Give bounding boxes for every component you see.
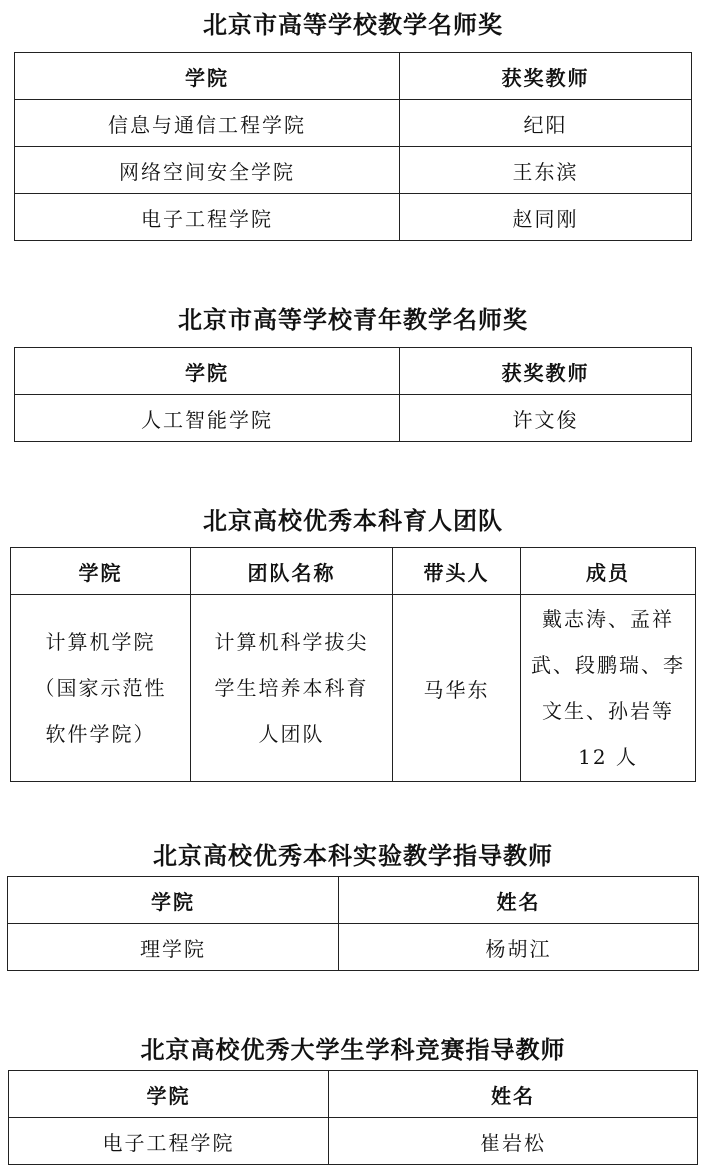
table-header-row <box>15 53 692 100</box>
cell-college: 网络空间安全学院 <box>15 147 400 194</box>
cell-teacher: 赵同刚 <box>400 194 692 241</box>
teaching-master-award-table <box>14 52 692 241</box>
table-header-row <box>11 548 696 595</box>
header-college: 学院 <box>15 53 400 100</box>
header-award-teacher: 获奖教师 <box>400 53 692 100</box>
cell-teacher: 许文俊 <box>400 395 692 442</box>
team-name-line: 学生培养本科育 <box>214 676 369 700</box>
table-row <box>15 147 692 194</box>
cell-college: 电子工程学院 <box>9 1118 329 1165</box>
table-row <box>8 924 699 971</box>
header-team-name: 团队名称 <box>191 548 393 595</box>
section-title-competition-instructor: 北京高校优秀大学生学科竞赛指导教师 <box>140 1035 566 1064</box>
cell-teacher: 王东滨 <box>400 147 692 194</box>
team-name-line: 计算机科学拔尖 <box>214 630 369 654</box>
table-row <box>15 194 692 241</box>
table-row <box>9 1118 698 1165</box>
cell-college: 信息与通信工程学院 <box>15 100 400 147</box>
excellent-teaching-team-table <box>10 547 696 782</box>
table-header-row <box>8 877 699 924</box>
header-award-teacher: 获奖教师 <box>400 348 692 395</box>
college-line: 计算机学院 <box>45 630 156 654</box>
section-title-young-teaching-master-award: 北京市高等学校青年教学名师奖 <box>178 305 528 334</box>
table-row <box>15 395 692 442</box>
header-college: 学院 <box>8 877 339 924</box>
header-name: 姓名 <box>329 1071 698 1118</box>
cell-name: 杨胡江 <box>339 924 699 971</box>
cell-teacher: 纪阳 <box>400 100 692 147</box>
competition-instructor-table <box>8 1070 698 1165</box>
header-college: 学院 <box>11 548 191 595</box>
college-line: （国家示范性 <box>34 676 167 700</box>
cell-members <box>521 595 696 782</box>
table-header-row <box>15 348 692 395</box>
header-college: 学院 <box>9 1071 329 1118</box>
header-college: 学院 <box>15 348 400 395</box>
cell-leader: 马华东 <box>393 595 521 782</box>
member-line: 12 人 <box>578 745 638 769</box>
team-name-line: 人团队 <box>258 722 325 746</box>
cell-college: 人工智能学院 <box>15 395 400 442</box>
table-header-row <box>9 1071 698 1118</box>
table-row <box>11 595 696 782</box>
young-teaching-master-award-table <box>14 347 692 442</box>
section-title-lab-teaching-instructor: 北京高校优秀本科实验教学指导教师 <box>153 841 553 870</box>
header-name: 姓名 <box>339 877 699 924</box>
cell-college <box>11 595 191 782</box>
lab-teaching-instructor-table <box>7 876 699 971</box>
header-leader: 带头人 <box>393 548 521 595</box>
table-row <box>15 100 692 147</box>
section-title-excellent-teaching-team: 北京高校优秀本科育人团队 <box>203 506 503 535</box>
member-line: 戴志涛、孟祥 <box>542 607 674 631</box>
member-line: 武、段鹏瑞、李 <box>531 653 685 677</box>
college-line: 软件学院） <box>45 722 156 746</box>
header-members: 成员 <box>521 548 696 595</box>
cell-college: 电子工程学院 <box>15 194 400 241</box>
member-line: 文生、孙岩等 <box>542 699 674 723</box>
cell-team-name <box>191 595 393 782</box>
cell-college: 理学院 <box>8 924 339 971</box>
section-title-teaching-master-award: 北京市高等学校教学名师奖 <box>203 10 503 39</box>
cell-name: 崔岩松 <box>329 1118 698 1165</box>
